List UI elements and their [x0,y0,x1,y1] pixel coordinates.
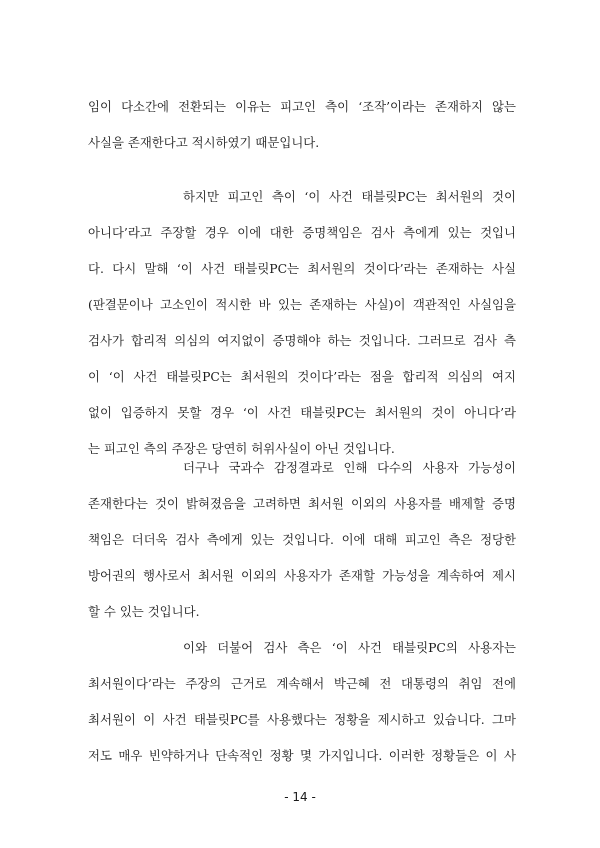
text-line: 아니다’라고 주장할 경우 이에 대한 증명책임은 검사 측에게 있는 것입니 [88,225,516,240]
text-line: 하지만 피고인 측이 ‘이 사건 태블릿PC는 최서원의 것이 [183,189,516,204]
paragraph-3 [88,450,516,630]
text-line: 저도 매우 빈약하거나 단속적인 정황 몇 가지입니다. 이러한 정황들은 이 사 [88,748,516,763]
text-line: 검사가 합리적 의심의 여지없이 증명해야 하는 것입니다. 그러므로 검사 측 [88,333,516,348]
text-line: (판결문이나 고소인이 적시한 바 있는 존재하는 사실)이 객관적인 사실임을 [88,297,516,312]
text-line: 더구나 국과수 감정결과로 인해 다수의 사용자 가능성이 [183,460,516,475]
text-line: 이 ‘이 사건 태블릿PC는 최서원의 것이다’라는 점을 합리적 의심의 여지 [88,369,516,384]
text-line: 책임은 더더욱 검사 측에게 있는 것입니다. 이에 대해 피고인 측은 정당한 [88,532,516,547]
text-line: 이와 더불어 검사 측은 ‘이 사건 태블릿PC의 사용자는 [183,640,516,655]
text-line: 다. 다시 말해 ‘이 사건 태블릿PC는 최서원의 것이다’라는 존재하는 사실 [88,261,516,276]
text-line: 는 피고인 측의 주장은 당연히 허위사실이 아닌 것입니다. [88,441,395,456]
text-line: 최서원이다’라는 주장의 근거로 계속해서 박근혜 전 대통령의 취임 전에 [88,676,516,691]
paragraph-2 [88,179,516,467]
paragraph-4 [88,630,516,774]
text-line: 방어권의 행사로서 최서원 이외의 사용자가 존재할 가능성을 계속하여 제시 [88,568,516,583]
text-line: 존재한다는 것이 밝혀졌음을 고려하면 최서원 이외의 사용자를 배제할 증명 [88,496,516,511]
text-line: 임이 다소간에 전환되는 이유는 피고인 측이 ‘조작’이라는 존재하지 않는 [88,99,516,114]
page-number: - 14 - [284,790,316,804]
text-line: 최서원이 이 사건 태블릿PC를 사용했다는 정황을 제시하고 있습니다. 그마 [88,712,516,727]
text-line: 없이 입증하지 못할 경우 ‘이 사건 태블릿PC는 최서원의 것이 아니다’라 [88,405,516,420]
text-line: 할 수 있는 것입니다. [88,604,200,619]
text-line: 사실을 존재한다고 적시하였기 때문입니다. [88,135,320,150]
paragraph-1 [88,89,516,161]
